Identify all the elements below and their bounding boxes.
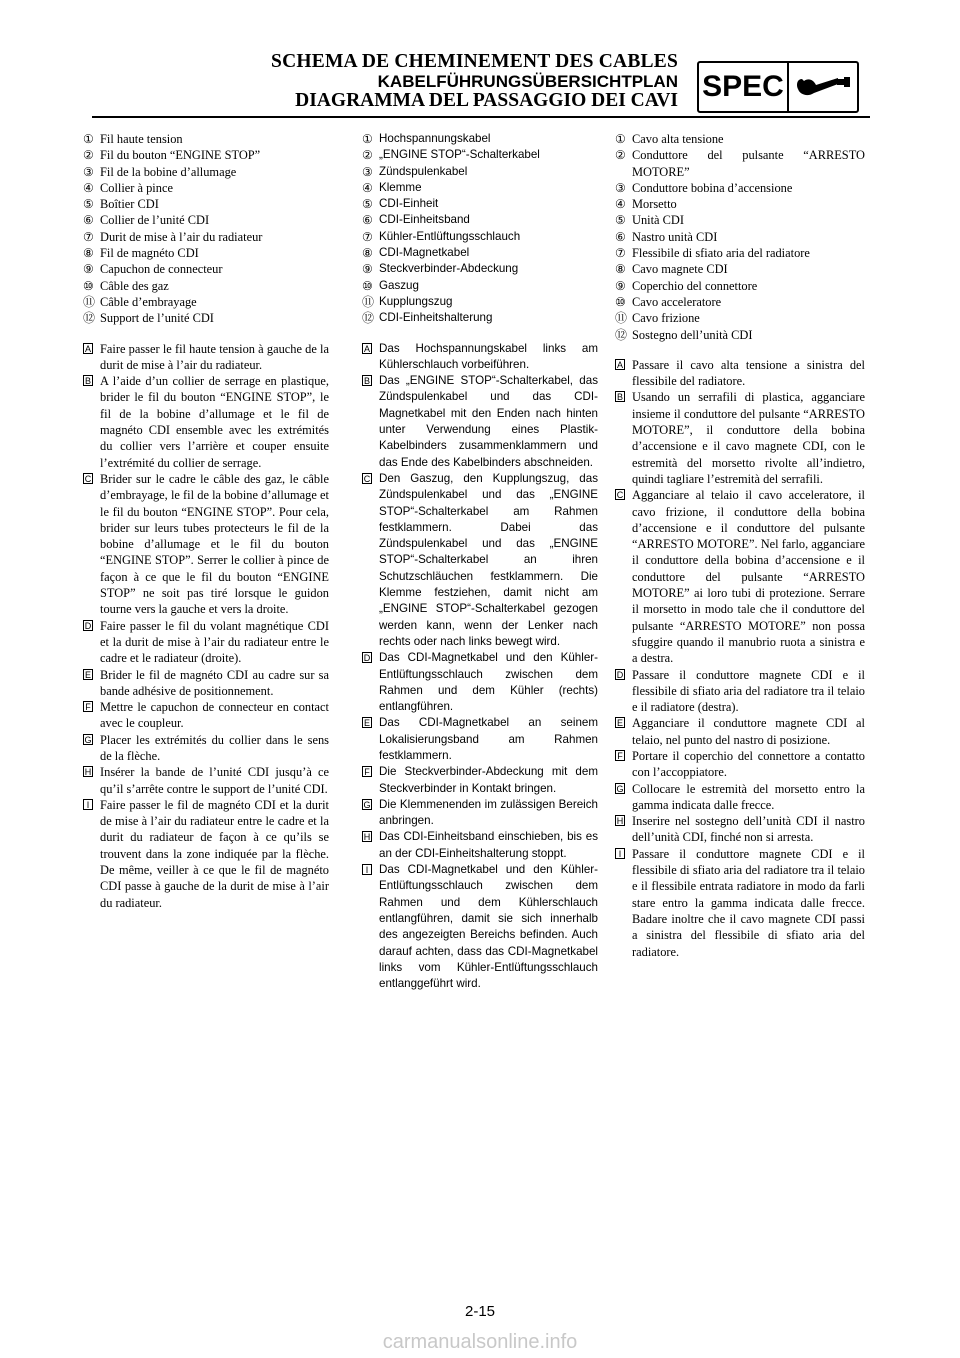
instruction-marker: A — [84, 343, 91, 354]
part-item — [362, 294, 598, 310]
instruction-item — [615, 487, 865, 666]
part-label: CDI-Einheit — [379, 197, 439, 211]
instruction-text: Faire passer le fil de magnéto CDI et la durit de mise à l’air du radiateur entre le cadre et la durit du radiateur de façon à ce qu’ils se trouvent dans la zone indiquée par la flèche. De même, veiller à ce que le fil de magnéto CDI passe à gauche de la durit de mise à l’air du radiateur. — [100, 797, 329, 910]
instruction-item — [83, 618, 329, 667]
instruction-text: Faire passer le fil du volant magnétique CDI et la durit de mise à l’air du radiateur entre le cadre et le radiateur (droite). — [100, 618, 329, 666]
part-number: ⑧ — [362, 246, 373, 261]
instruction-marker: B — [363, 376, 370, 387]
instruction-text: Das CDI-Magnetkabel an seinem Lokalisierungsband am Rahmen festklammern. — [379, 716, 598, 762]
part-item — [362, 278, 598, 294]
instruction-text: Mettre le capuchon de connecteur en contact avec le coupleur. — [100, 700, 329, 731]
part-label: Sostegno dell’unità CDI — [632, 327, 753, 342]
part-label: Fil de magnéto CDI — [100, 246, 199, 261]
part-number: ⑩ — [83, 278, 94, 293]
instruction-marker: B — [616, 392, 623, 403]
instruction-item — [83, 699, 329, 732]
instruction-text: Das CDI-Magnetkabel und den Kühler-Entlüftungsschlauch zwischen dem Rahmen und dem Kühler (rechts) entlangführen. — [379, 651, 598, 714]
part-number: ⑦ — [615, 246, 626, 261]
part-item — [83, 278, 329, 294]
part-item — [362, 261, 598, 277]
part-label: Support de l’unité CDI — [100, 311, 214, 326]
watermark: carmanualsonline.info — [382, 1331, 578, 1353]
instruction-text: Die Steckverbinder-Abdeckung mit dem Steckverbinder in Kontakt bringen. — [379, 765, 598, 795]
instruction-text: Faire passer le fil haute tension à gauche de la durit de mise à l’air du radiateur. — [100, 341, 329, 372]
part-label: Câble d’embrayage — [100, 294, 197, 309]
part-item — [83, 180, 329, 196]
header-rule — [92, 116, 870, 118]
part-label: Kühler-Entlüftungsschlauch — [379, 229, 521, 243]
instruction-item — [362, 715, 598, 764]
instruction-text: Inserire nel sostegno dell’unità CDI il nastro dell’unità CDI, finché non si arresta. — [632, 814, 865, 845]
instruction-text: Den Gaszug, den Kupplungszug, das Zündspulenkabel und das „ENGINE STOP“-Schalterkabel am Rahmen festklammern. Dabei das Zündspulenkabel und das „ENGINE STOP“-Schalterkabel an ihren Schutzschläuchen festklammern. Die Klemme festziehen, damit nicht am „ENGINE STOP“-Schalterkabel gezogen werden kann, wenn der Lenker nach rechts oder nach links bewegt wird. — [379, 471, 598, 648]
instruction-marker: E — [84, 669, 91, 680]
instruction-marker: G — [616, 783, 624, 794]
instruction-item — [362, 373, 598, 471]
part-label: Câble des gaz — [100, 278, 169, 293]
instruction-marker: H — [84, 767, 92, 778]
instruction-marker: C — [363, 473, 371, 484]
instruction-marker: I — [615, 848, 625, 859]
column-french — [83, 131, 329, 911]
instruction-marker: C — [84, 473, 92, 484]
part-number: ⑨ — [83, 262, 94, 277]
part-label: Steckverbinder-Abdeckung — [379, 262, 519, 276]
part-label: Cavo frizione — [632, 311, 700, 326]
part-item — [362, 180, 598, 196]
instruction-item — [615, 813, 865, 846]
title-french: SCHEMA DE CHEMINEMENT DES CABLES — [271, 51, 678, 72]
part-label: Capuchon de connecteur — [100, 262, 223, 277]
instruction-text: Die Klemmenenden im zulässigen Bereich anbringen. — [379, 797, 598, 828]
part-label: Gaszug — [379, 278, 419, 292]
part-label: Kupplungszug — [379, 294, 453, 308]
instruction-item — [615, 748, 865, 781]
column-german — [362, 131, 598, 992]
instruction-text: Brider sur le cadre le câble des gaz, le câble d’embrayage, le fil de la bobine d’allumage et le fil du bouton “ENGINE STOP”. Pour cela, brider sur leurs tubes protecteurs le fil de la bobine d’allumage et le fil du bouton “ENGINE STOP”. Serrer le collier à pince de façon à ce que le fil du bouton “ENGINE STOP” ne soit pas tiré lorsque le guidon tourne vers la gauche et vers la droite. — [100, 471, 329, 617]
part-item — [83, 147, 329, 163]
part-item — [83, 229, 329, 245]
instruction-marker: C — [616, 490, 624, 501]
instruction-marker: I — [362, 864, 372, 875]
instruction-marker: D — [363, 653, 371, 664]
part-label: Nastro unità CDI — [632, 229, 718, 244]
part-item — [83, 261, 329, 277]
part-label: Flessibile di sfiato aria del radiatore — [632, 246, 810, 261]
instruction-text: Agganciare al telaio il cavo acceleratore, il cavo frizione, il conduttore della bobina d’accensione e il conduttore del pulsante “ARRESTO MOTORE”. Nel farlo, agganciare il conduttore della bobina d’accensione e il conduttore del pulsante “ARRESTO MOTORE” ai loro tubi di protezione. Serrare il morsetto in modo tale che il conduttore del pulsante “ARRESTO MOTORE” non possa sfuggire quando il manubrio ruota a sinistra e a destra. — [632, 488, 865, 666]
instruction-text: Das CDI-Magnetkabel und den Kühler-Entlüftungsschlauch zwischen dem Rahmen und dem Kühlerschlauch entlangführen, damit sie sich innerhalb des angezeigten Bereichs befinden. Auch darauf achten, dass das CDI-Magnetkabel links vom Kühler-Entlüftungsschlauch entlanggeführt wird. — [379, 863, 598, 991]
instruction-text: Passare il conduttore magnete CDI e il flessibile di sfiato aria del radiatore tra il telaio e il radiatore (destra). — [632, 667, 865, 715]
part-label: Boîtier CDI — [100, 197, 159, 212]
part-item — [615, 212, 865, 228]
parts-list — [83, 131, 329, 327]
part-number: ⑩ — [615, 294, 626, 309]
instruction-text: Insérer la bande de l’unité CDI jusqu’à ce qu’il s’arrête contre le support de l’unité CDI. — [100, 765, 329, 796]
instruction-item — [362, 650, 598, 715]
part-number: ⑪ — [362, 294, 375, 309]
instruction-item — [83, 341, 329, 374]
part-label: Zündspulenkabel — [379, 164, 468, 178]
instruction-item — [362, 797, 598, 830]
part-number: ⑦ — [362, 229, 373, 244]
part-number: ① — [362, 132, 373, 146]
part-number: ③ — [83, 164, 94, 179]
part-number: ⑫ — [362, 311, 375, 326]
instruction-text: Placer les extrémités du collier dans le sens de la flèche. — [100, 732, 329, 763]
instruction-item — [83, 797, 329, 911]
part-item — [362, 229, 598, 245]
instruction-text: Agganciare il conduttore magnete CDI al telaio, nel punto del nastro di posizione. — [632, 716, 865, 747]
part-number: ⑥ — [83, 213, 94, 228]
part-item — [362, 196, 598, 212]
part-item — [83, 245, 329, 261]
instruction-item — [615, 846, 865, 960]
part-item — [83, 131, 329, 147]
instruction-text: Das CDI-Einheitsband einschieben, bis es an der CDI-Einheitshalterung stoppt. — [379, 830, 598, 860]
instruction-item — [362, 471, 598, 650]
column-italian — [615, 131, 865, 960]
wrench-icon — [789, 63, 857, 111]
part-item — [362, 164, 598, 180]
instruction-item — [83, 471, 329, 618]
instruction-text: Collocare le estremità del morsetto entro la gamma indicata dalle frecce. — [632, 781, 865, 812]
part-number: ④ — [83, 180, 94, 195]
part-label: Unità CDI — [632, 213, 684, 228]
part-item — [615, 261, 865, 277]
part-label: Coperchio del connettore — [632, 278, 758, 293]
part-label: Morsetto — [632, 197, 677, 212]
part-item — [615, 245, 865, 261]
part-label: Conduttore del pulsante “ARRESTO MOTORE” — [632, 148, 865, 179]
part-number: ⑧ — [83, 246, 94, 261]
part-item — [362, 245, 598, 261]
part-number: ③ — [615, 180, 626, 195]
part-item — [362, 147, 598, 163]
part-label: Cavo alta tensione — [632, 132, 724, 146]
instruction-marker: I — [83, 799, 93, 810]
instruction-item — [615, 667, 865, 716]
part-number: ⑩ — [362, 278, 373, 293]
part-item — [83, 294, 329, 310]
spec-badge — [697, 61, 859, 113]
instruction-item — [615, 715, 865, 748]
part-number: ⑨ — [362, 262, 373, 277]
instruction-item — [615, 781, 865, 814]
part-label: Hochspannungskabel — [379, 132, 491, 145]
instruction-text: A l’aide d’un collier de serrage en plastique, brider le fil du bouton “ENGINE STOP”, le fil de la bobine d’allumage et le fil de magnéto CDI ensemble avec les extrémités du collier vers l’arrière et couper ensuite l’extrémité du collier de serrage. — [100, 374, 329, 470]
instruction-marker: E — [616, 718, 623, 729]
part-number: ⑤ — [362, 197, 373, 212]
part-item — [615, 294, 865, 310]
part-number: ② — [362, 148, 373, 163]
title-italian: DIAGRAMMA DEL PASSAGGIO DEI CAVI — [295, 89, 678, 111]
instruction-item — [83, 732, 329, 765]
part-item — [83, 164, 329, 180]
part-number: ⑫ — [615, 327, 628, 342]
parts-list — [362, 131, 598, 327]
part-item — [83, 310, 329, 326]
part-label: Cavo acceleratore — [632, 294, 722, 309]
part-label: Durit de mise à l’air du radiateur — [100, 229, 263, 244]
part-number: ③ — [362, 164, 373, 179]
instruction-text: Das Hochspannungskabel links am Kühlerschlauch vorbeiführen. — [379, 341, 598, 371]
part-label: Cavo magnete CDI — [632, 262, 728, 277]
instruction-text: Das „ENGINE STOP“-Schalterkabel, das Zündspulenkabel und das CDI-Magnetkabel mit den Enden nach hinten unter Verwendung eines Plastik-Kabelbinders zusammenklammern und das Ende des Kabelbinders abschneiden. — [379, 374, 598, 469]
part-number: ④ — [362, 180, 373, 195]
instruction-marker: D — [84, 620, 92, 631]
instruction-marker: F — [615, 750, 625, 761]
instructions-list — [83, 341, 329, 911]
instructions-list — [362, 341, 598, 993]
instruction-text: Passare il conduttore magnete CDI e il flessibile di sfiato aria del radiatore tra il telaio e il flessibile entrata radiatore in modo da farli stare entro la gamma indicata dalle frecce. Badare inoltre che il cavo magnete CDI passi a sinistra del flessibile di sfiato aria del radiatore. — [632, 846, 865, 959]
instruction-item — [615, 357, 865, 390]
part-number: ⑫ — [83, 311, 96, 326]
part-number: ⑨ — [615, 278, 626, 293]
part-label: CDI-Magnetkabel — [379, 246, 470, 260]
part-number: ② — [615, 148, 626, 163]
title-german: KABELFÜHRUNGSÜBERSICHTPLAN — [377, 71, 678, 91]
part-item — [83, 196, 329, 212]
part-item — [615, 131, 865, 147]
part-number: ⑧ — [615, 262, 626, 277]
parts-list — [615, 131, 865, 343]
part-item — [615, 229, 865, 245]
instruction-marker: H — [616, 816, 624, 827]
part-label: Collier à pince — [100, 180, 173, 195]
part-number: ⑦ — [83, 229, 94, 244]
instruction-text: Passare il cavo alta tensione a sinistra del flessibile del radiatore. — [632, 357, 865, 389]
instruction-item — [362, 862, 598, 992]
part-label: Fil de la bobine d’allumage — [100, 164, 237, 179]
instruction-marker: A — [616, 359, 623, 370]
part-label: Fil du bouton “ENGINE STOP” — [100, 148, 261, 163]
instruction-text: Portare il coperchio del connettore a contatto con l’accoppiatore. — [632, 748, 865, 780]
part-label: Collier de l’unité CDI — [100, 213, 210, 228]
part-number: ④ — [615, 197, 626, 212]
instruction-marker: F — [362, 766, 372, 777]
part-item — [615, 327, 865, 343]
part-number: ⑪ — [83, 294, 96, 309]
part-number: ① — [83, 132, 94, 146]
part-label: Klemme — [379, 180, 422, 194]
instruction-item — [615, 389, 865, 487]
part-item — [83, 212, 329, 228]
page-number: 2-15 — [464, 1303, 496, 1320]
part-label: CDI-Einheitsband — [379, 213, 470, 227]
part-item — [362, 212, 598, 228]
part-label: Conduttore bobina d’accensione — [632, 180, 793, 195]
spec-label: SPEC — [699, 63, 789, 111]
part-label: CDI-Einheitshalterung — [379, 311, 493, 325]
instruction-marker: B — [84, 376, 91, 387]
part-item — [362, 310, 598, 326]
instruction-marker: E — [363, 718, 370, 729]
instruction-item — [362, 764, 598, 797]
part-label: Fil haute tension — [100, 132, 183, 146]
instruction-item — [83, 373, 329, 471]
part-number: ① — [615, 132, 626, 146]
part-number: ⑥ — [362, 213, 373, 228]
part-number: ② — [83, 148, 94, 163]
instruction-marker: F — [83, 701, 93, 712]
part-number: ⑥ — [615, 229, 626, 244]
part-label: „ENGINE STOP“-Schalterkabel — [379, 148, 540, 162]
instruction-item — [83, 667, 329, 700]
instruction-marker: A — [363, 343, 370, 354]
part-item — [615, 278, 865, 294]
instruction-marker: D — [616, 669, 624, 680]
instruction-marker: G — [84, 734, 92, 745]
instruction-marker: H — [363, 832, 371, 843]
part-item — [362, 131, 598, 147]
part-item — [615, 196, 865, 212]
part-item — [615, 180, 865, 196]
instruction-text: Usando un serrafili di plastica, agganciare insieme il conduttore del pulsante “ARRESTO MOTORE”, il conduttore della bobina d’accensione e il cavo magnete CDI, con le estremità del morsetto rivolte all’indietro, quindi tagliare l’estremità del serrafili. — [632, 390, 865, 486]
part-item — [615, 310, 865, 326]
instruction-item — [362, 829, 598, 862]
page-header — [271, 52, 678, 110]
instruction-item — [83, 764, 329, 797]
part-number: ⑤ — [615, 213, 626, 228]
part-number: ⑤ — [83, 197, 94, 212]
part-number: ⑪ — [615, 311, 628, 326]
instruction-text: Brider le fil de magnéto CDI au cadre sur sa bande adhésive de positionnement. — [100, 667, 329, 698]
instructions-list — [615, 357, 865, 960]
instruction-marker: G — [363, 799, 371, 810]
instruction-item — [362, 341, 598, 374]
part-item — [615, 147, 865, 180]
